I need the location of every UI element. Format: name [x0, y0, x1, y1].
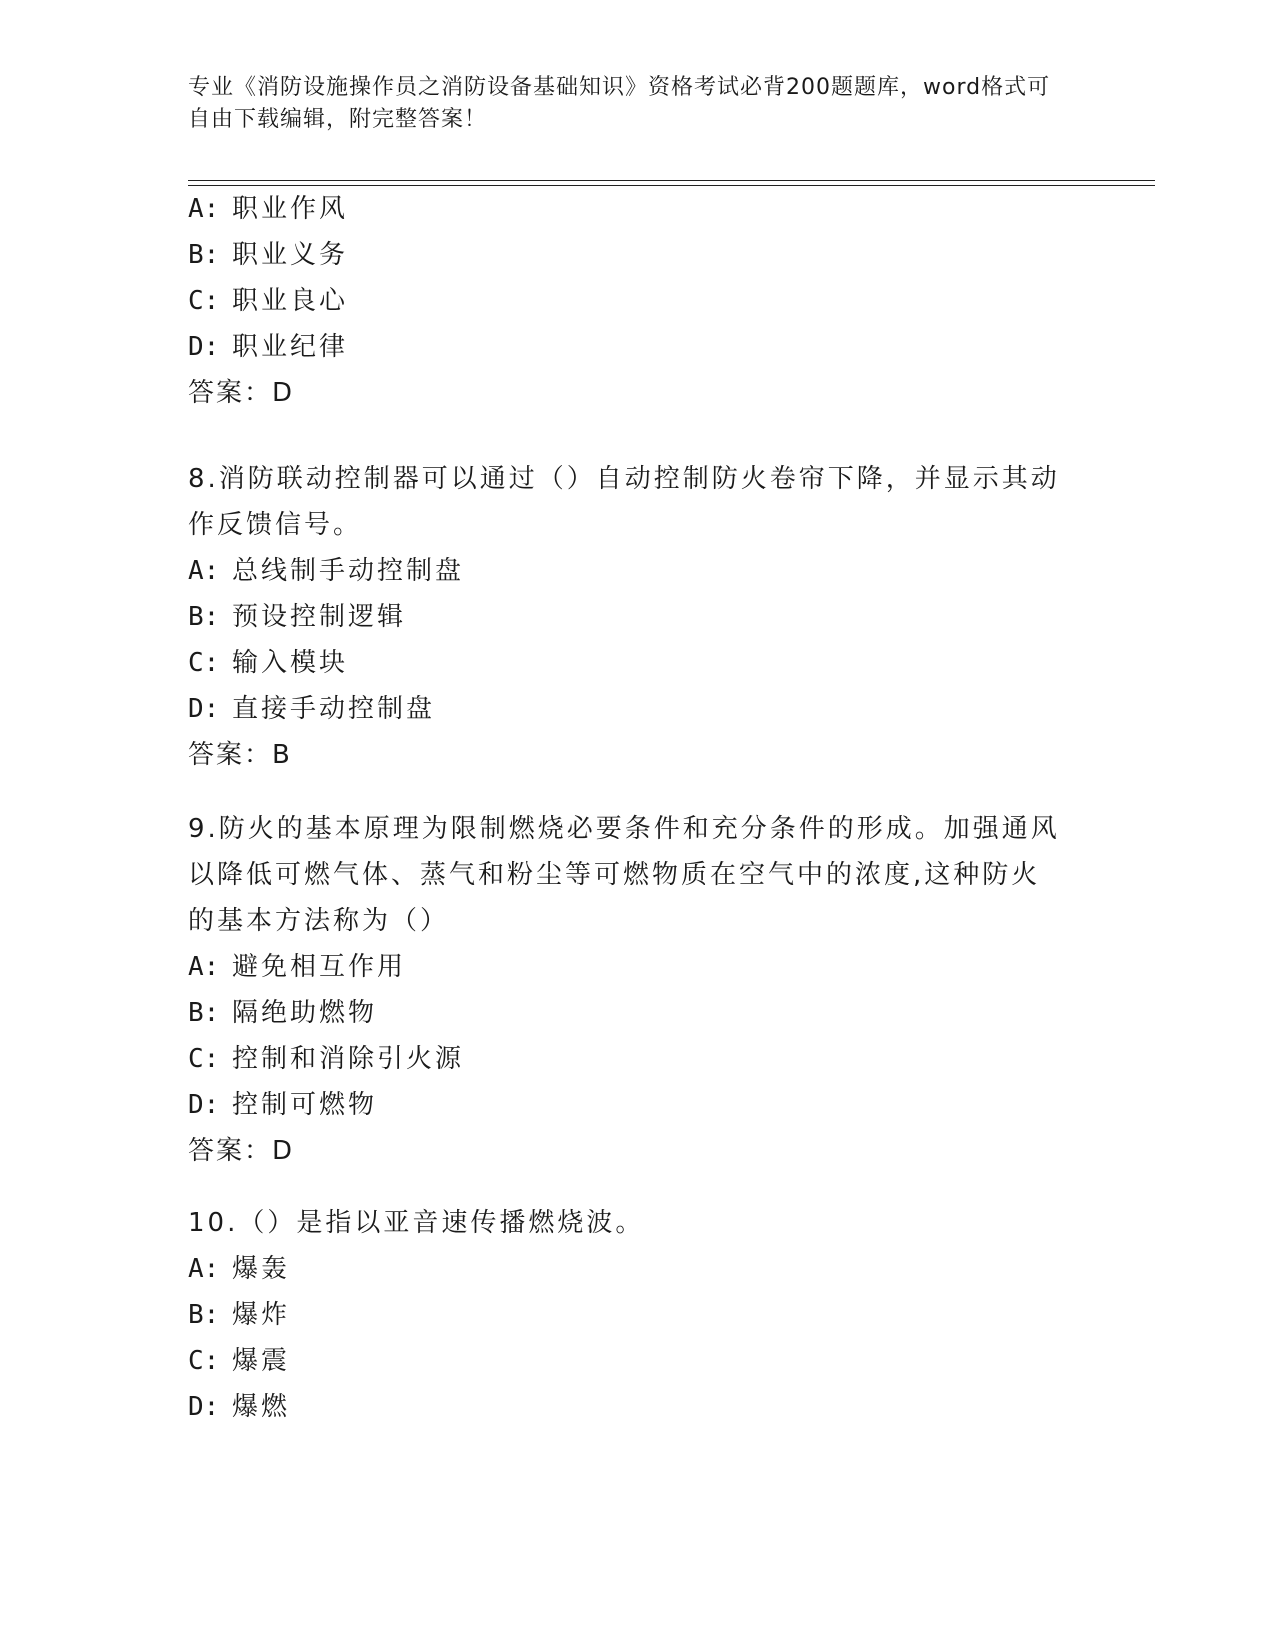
option-c: C: 爆震	[188, 1346, 291, 1376]
option-d: D: 爆燃	[188, 1392, 291, 1422]
option-d: D: 控制可燃物	[188, 1090, 378, 1120]
option-c: C: 控制和消除引火源	[188, 1044, 465, 1074]
option-b: B: 预设控制逻辑	[188, 602, 407, 632]
option-a: A: 爆轰	[188, 1254, 291, 1284]
question-10	[188, 1200, 1088, 1430]
question-7-continued	[188, 186, 1088, 416]
option-c: C: 职业良心	[188, 286, 349, 316]
option-a: A: 职业作风	[188, 194, 349, 224]
option-b: B: 爆炸	[188, 1300, 291, 1330]
header-divider-top	[188, 180, 1155, 181]
option-a: A: 总线制手动控制盘	[188, 556, 465, 586]
answer-line: 答案：D	[188, 1136, 295, 1166]
question-text: 8.消防联动控制器可以通过（）自动控制防火卷帘下降，并显示其动作反馈信号。	[188, 464, 1060, 540]
question-text: 10.（）是指以亚音速传播燃烧波。	[188, 1208, 645, 1238]
option-a: A: 避免相互作用	[188, 952, 407, 982]
answer-line: 答案：B	[188, 740, 292, 770]
answer-line: 答案：D	[188, 378, 295, 408]
option-d: D: 职业纪律	[188, 332, 349, 362]
option-b: B: 隔绝助燃物	[188, 998, 378, 1028]
question-9	[188, 806, 1088, 1174]
question-8	[188, 456, 1088, 778]
option-c: C: 输入模块	[188, 648, 349, 678]
document-header: 专业《消防设施操作员之消防设备基础知识》资格考试必背200题题库，word格式可自由下载编辑，附完整答案！	[188, 75, 1051, 132]
question-text: 9.防火的基本原理为限制燃烧必要条件和充分条件的形成。加强通风以降低可燃气体、蒸气和粉尘等可燃物质在空气中的浓度,这种防火的基本方法称为（）	[188, 814, 1060, 936]
option-d: D: 直接手动控制盘	[188, 694, 436, 724]
option-b: B: 职业义务	[188, 240, 349, 270]
